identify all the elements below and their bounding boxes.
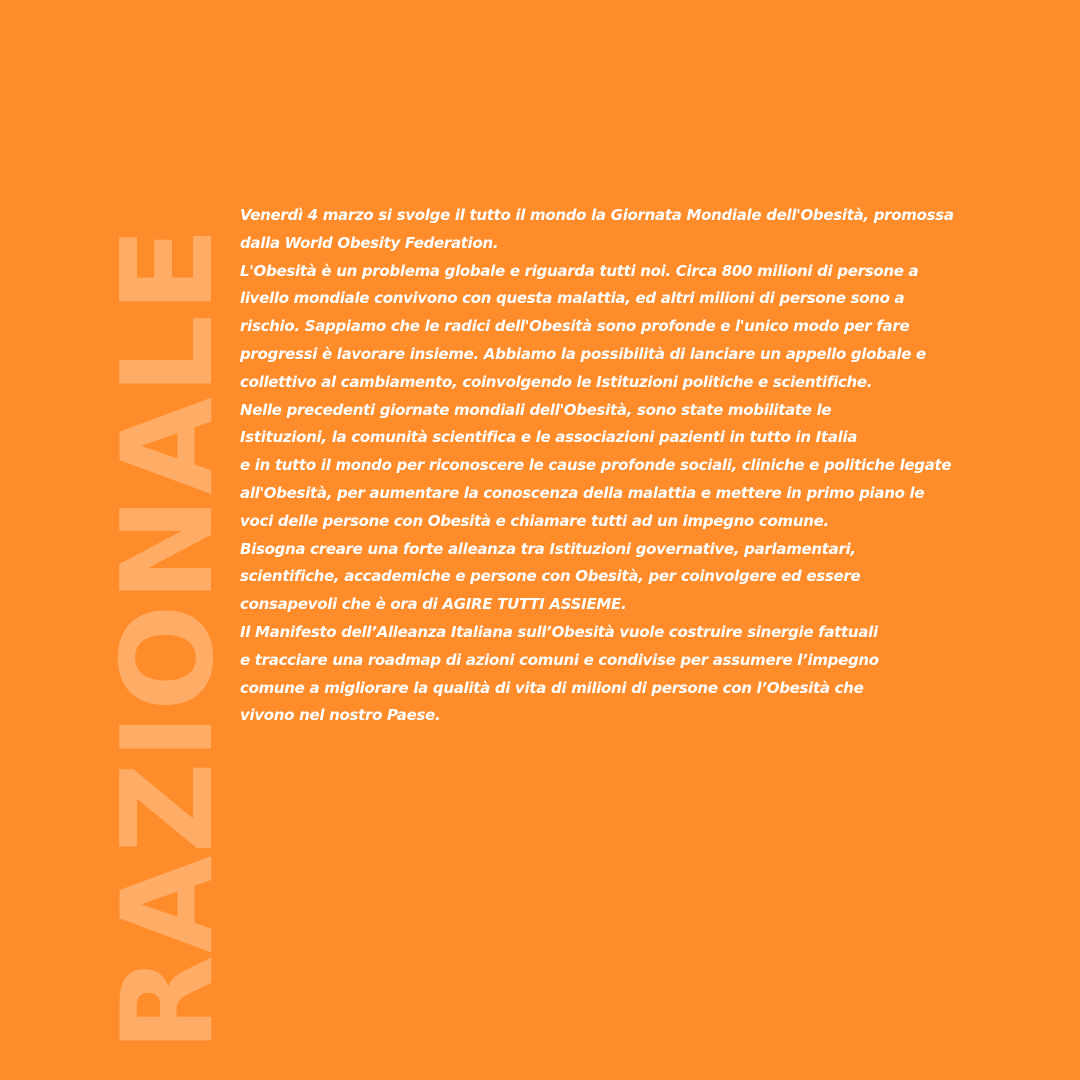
body-line: comune a migliorare la qualità di vita di milioni di persone con l’Obesità che [240, 678, 864, 697]
body-line: voci delle persone con Obesità e chiamare tutti ad un impegno comune. [240, 511, 829, 530]
body-line: progressi è lavorare insieme. Abbiamo la possibilità di lanciare un appello globale e [240, 344, 926, 363]
vertical-section-title: RAZIONALE [94, 224, 241, 1052]
body-line: rischio. Sappiamo che le radici dell'Obesità sono profonde e l'unico modo per fare [240, 317, 910, 336]
body-line: Istituzioni, la comunità scientifica e le associazioni pazienti in tutto in Italia [240, 428, 858, 447]
body-line: e in tutto il mondo per riconoscere le cause profonde sociali, cliniche e politiche legate [240, 456, 952, 475]
body-line: vivono nel nostro Paese. [240, 706, 441, 725]
body-text-block [240, 202, 960, 730]
body-line: Nelle precedenti giornate mondiali dell'Obesità, sono state mobilitate le [240, 400, 832, 419]
body-line: dalla World Obesity Federation. [240, 233, 499, 252]
body-line: consapevoli che è ora di AGIRE TUTTI ASSIEME. [240, 595, 627, 614]
body-line: Il Manifesto dell’Alleanza Italiana sull’Obesità vuole costruire sinergie fattuali [240, 622, 878, 641]
body-line: scientifiche, accademiche e persone con Obesità, per coinvolgere ed essere [240, 567, 861, 586]
body-line: livello mondiale convivono con questa malattia, ed altri milioni di persone sono a [240, 289, 905, 308]
body-line: Bisogna creare una forte alleanza tra Istituzioni governative, parlamentari, [240, 539, 856, 558]
body-line: L'Obesità è un problema globale e riguarda tutti noi. Circa 800 milioni di persone a [240, 261, 919, 280]
body-line: e tracciare una roadmap di azioni comuni e condivise per assumere l’impegno [240, 650, 879, 669]
body-line: all'Obesità, per aumentare la conoscenza della malattia e mettere in primo piano le [240, 483, 925, 502]
body-line: collettivo al cambiamento, coinvolgendo le Istituzioni politiche e scientifiche. [240, 372, 873, 391]
body-line: Venerdì 4 marzo si svolge il tutto il mondo la Giornata Mondiale dell'Obesità, promossa [240, 206, 954, 224]
